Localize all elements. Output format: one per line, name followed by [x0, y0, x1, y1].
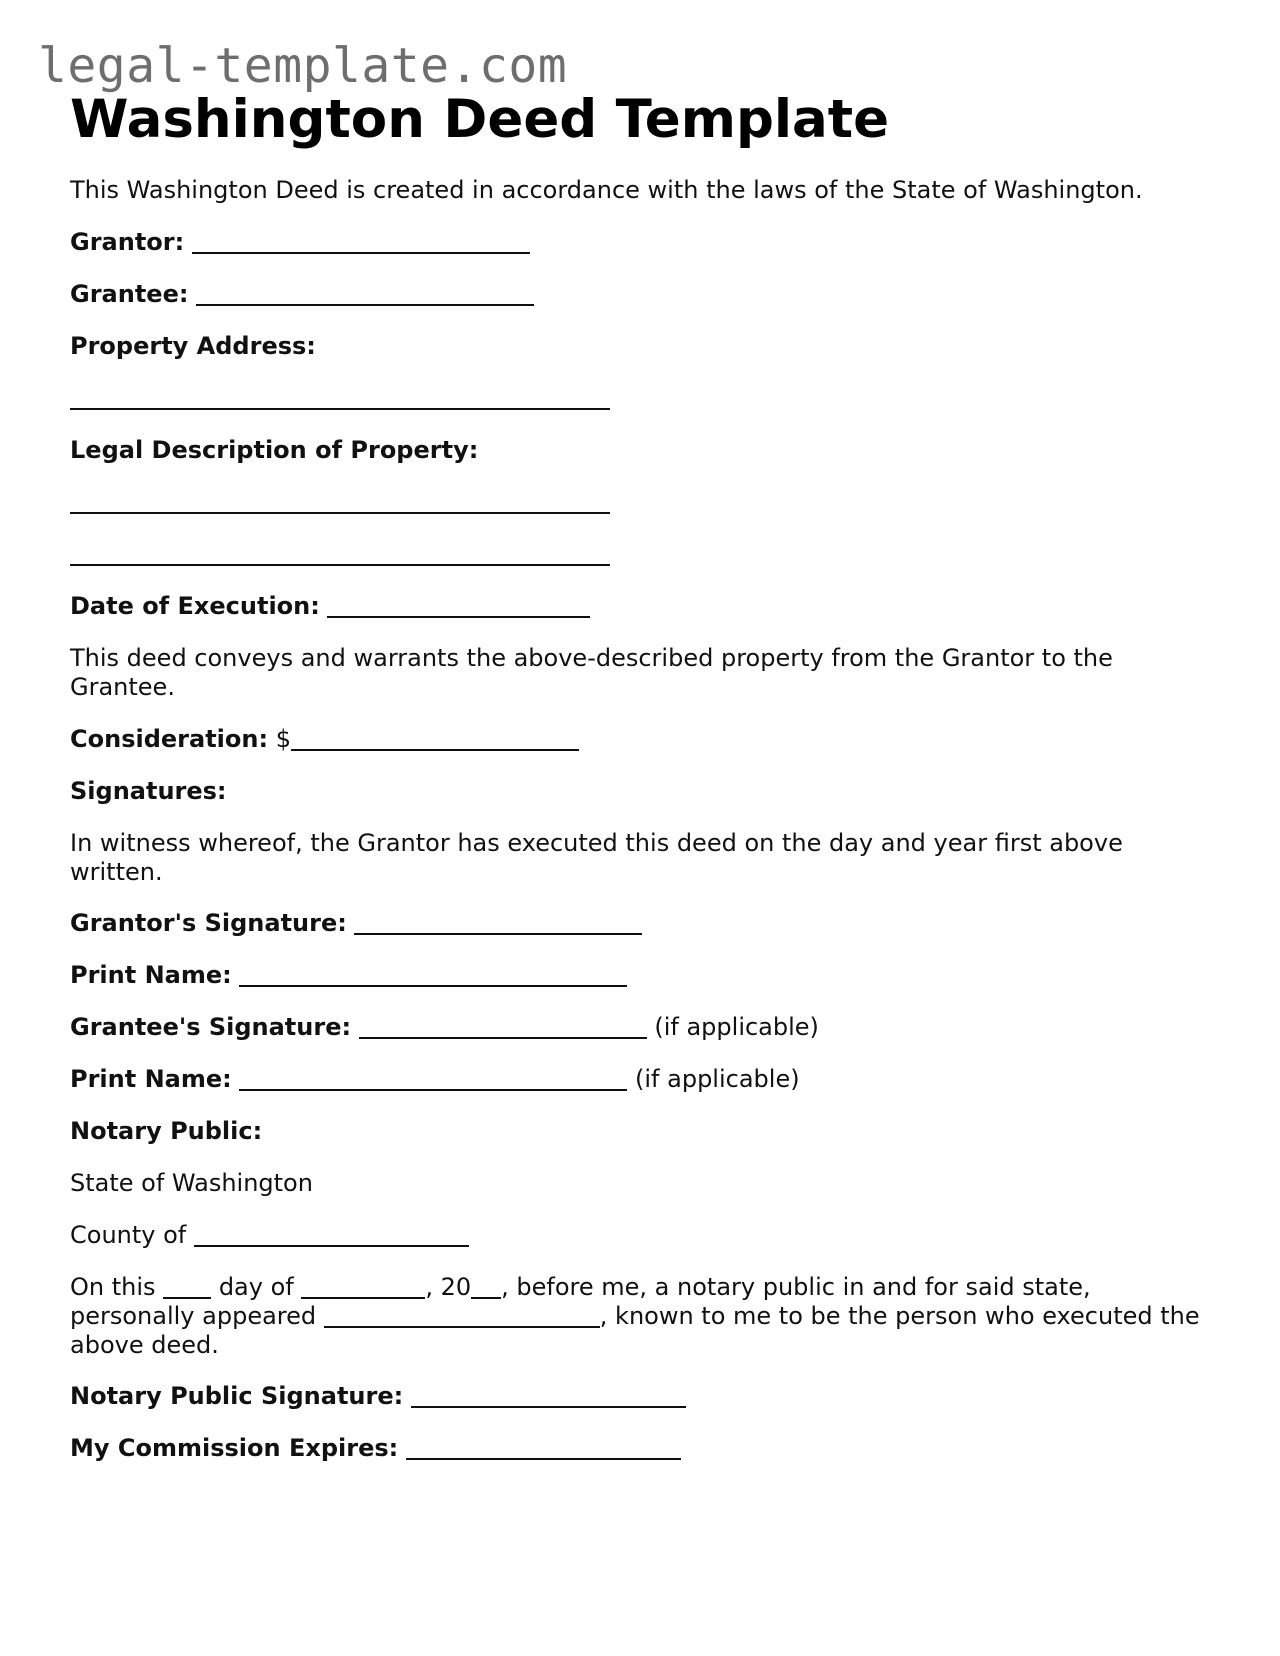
property-address-label: Property Address:: [70, 332, 316, 360]
grantor-signature-row: [70, 908, 642, 938]
consideration-currency: $: [275, 725, 291, 753]
consideration-field[interactable]: [291, 725, 579, 751]
notary-signature-row: [70, 1381, 686, 1411]
grantee-signature-label: Grantee's Signature:: [70, 1013, 352, 1041]
grantor-row: [70, 227, 530, 257]
grantor-label: Grantor:: [70, 228, 185, 256]
notary-signature-field[interactable]: [411, 1382, 686, 1408]
grantor-signature-field[interactable]: [354, 909, 642, 935]
property-address-row: [70, 331, 316, 361]
grantee-print-name-label: Print Name:: [70, 1065, 232, 1093]
grantee-print-name-note: (if applicable): [635, 1065, 800, 1093]
grantor-print-name-label: Print Name:: [70, 961, 232, 989]
property-address-line: [70, 383, 610, 413]
state-text: State of Washington: [70, 1169, 313, 1197]
conveyance-text: This deed conveys and warrants the above-described property from the Grantor to the Grantee.: [70, 644, 1113, 701]
grantee-print-name-field[interactable]: [239, 1065, 627, 1091]
grantee-row: [70, 279, 534, 309]
notary-statement-part-5: , known to me to be the person who executed the above deed.: [70, 1302, 1200, 1359]
notary-statement: [70, 1273, 1220, 1360]
grantee-signature-row: [70, 1012, 819, 1042]
page-title: Washington Deed Template: [70, 89, 890, 150]
legal-description-line-1: [70, 487, 610, 517]
notary-statement-part-1: On this: [70, 1273, 156, 1301]
legal-description-field-2[interactable]: [70, 540, 610, 566]
county-field[interactable]: [194, 1221, 469, 1247]
property-address-field[interactable]: [70, 384, 610, 410]
notary-statement-part-2: day of: [218, 1273, 294, 1301]
commission-expires-label: My Commission Expires:: [70, 1434, 399, 1462]
grantee-label: Grantee:: [70, 280, 189, 308]
legal-description-row: [70, 435, 478, 465]
grantor-print-name-row: [70, 960, 627, 990]
date-of-execution-row: [70, 591, 590, 621]
intro-text: This Washington Deed is created in accordance with the laws of the State of Washington.: [70, 176, 1143, 204]
grantee-signature-field[interactable]: [359, 1013, 647, 1039]
signatures-row: [70, 776, 227, 806]
grantee-print-name-row: [70, 1064, 800, 1094]
consideration-label: Consideration:: [70, 725, 269, 753]
date-of-execution-field[interactable]: [327, 592, 590, 618]
legal-description-label: Legal Description of Property:: [70, 436, 479, 464]
notary-public-row: [70, 1116, 262, 1146]
grantor-print-name-field[interactable]: [239, 961, 627, 987]
date-of-execution-label: Date of Execution:: [70, 592, 320, 620]
county-row: [70, 1220, 469, 1250]
watermark-text: legal-template.com: [38, 38, 568, 94]
commission-expires-field[interactable]: [406, 1434, 681, 1460]
grantor-field[interactable]: [192, 228, 530, 254]
notary-appeared-name-field[interactable]: [324, 1302, 600, 1328]
notary-month-field[interactable]: [301, 1273, 425, 1299]
legal-description-field-1[interactable]: [70, 488, 610, 514]
grantee-field[interactable]: [196, 280, 534, 306]
notary-year-field[interactable]: [471, 1273, 501, 1299]
notary-day-field[interactable]: [163, 1273, 211, 1299]
commission-expires-row: [70, 1433, 681, 1463]
witness-text: In witness whereof, the Grantor has executed this deed on the day and year first above written.: [70, 829, 1123, 886]
consideration-row: [70, 724, 579, 754]
notary-statement-part-4: , before me, a notary public in and for said state, personally appeared: [70, 1273, 1091, 1330]
notary-statement-part-3: , 20: [425, 1273, 472, 1301]
legal-description-line-2: [70, 539, 610, 569]
grantee-signature-note: (if applicable): [654, 1013, 819, 1041]
signatures-label: Signatures:: [70, 777, 227, 805]
notary-signature-label: Notary Public Signature:: [70, 1382, 404, 1410]
grantor-signature-label: Grantor's Signature:: [70, 909, 347, 937]
county-label: County of: [70, 1221, 187, 1249]
notary-public-label: Notary Public:: [70, 1117, 263, 1145]
